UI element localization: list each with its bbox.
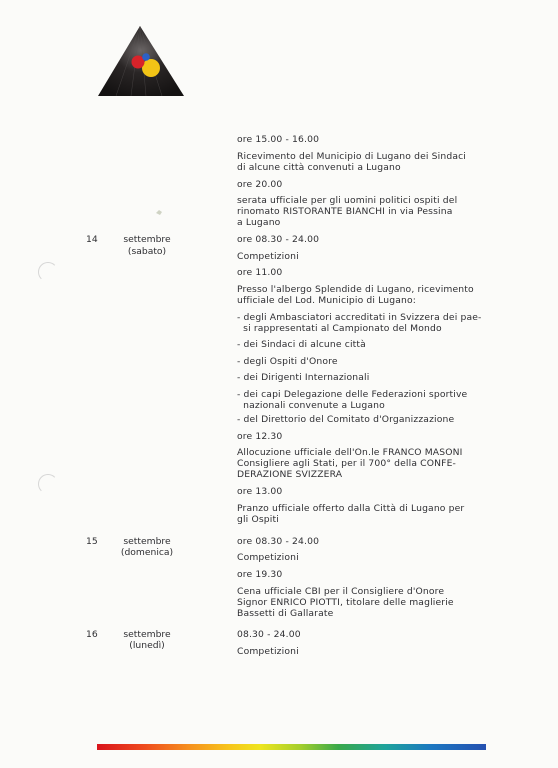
- event-text: ufficiale del Lod. Municipio di Lugano:: [237, 295, 417, 306]
- month-label: settembre: [123, 234, 171, 245]
- day-number: 16: [86, 629, 98, 640]
- event-text: Bassetti di Gallarate: [237, 608, 334, 619]
- list-item: - del Direttorio del Comitato d'Organizzazione: [237, 414, 455, 425]
- time-line: ore 08.30 - 24.00: [237, 234, 320, 245]
- yellow-sphere: [142, 59, 160, 77]
- event-text: Signor ENRICO PIOTTI, titolare delle maglierie: [237, 597, 454, 608]
- event-text: a Lugano: [237, 217, 281, 228]
- time-line: ore 19.30: [237, 569, 283, 580]
- list-item: - degli Ospiti d'Onore: [237, 356, 338, 367]
- list-item: nazionali convenute a Lugano: [237, 400, 385, 411]
- time-line: 08.30 - 24.00: [237, 629, 301, 640]
- binder-hole-mark: [38, 262, 58, 282]
- event-text: DERAZIONE SVIZZERA: [237, 469, 343, 480]
- event-text: gli Ospiti: [237, 514, 279, 525]
- weekday-label: (lunedì): [129, 640, 165, 651]
- event-text: serata ufficiale per gli uomini politici ospiti del: [237, 195, 458, 206]
- event-text: Presso l'albergo Splendide di Lugano, ricevimento: [237, 284, 474, 295]
- event-text: Allocuzione ufficiale dell'On.le FRANCO MASONI: [237, 447, 463, 458]
- time-line: ore 20.00: [237, 179, 283, 190]
- time-line: ore 13.00: [237, 486, 283, 497]
- event-text: Competizioni: [237, 251, 299, 262]
- list-item: - dei Dirigenti Internazionali: [237, 372, 370, 383]
- time-line: ore 11.00: [237, 267, 283, 278]
- list-item: - degli Ambasciatori accreditati in Svizzera dei pae-: [237, 312, 482, 323]
- event-text: Consigliere agli Stati, per il 700° della CONFE-: [237, 458, 457, 469]
- list-item: - dei Sindaci di alcune città: [237, 339, 366, 350]
- paper-speck: [154, 207, 164, 217]
- month-label: settembre: [123, 629, 171, 640]
- event-text: rinomato RISTORANTE BIANCHI in via Pessina: [237, 206, 453, 217]
- time-line: ore 08.30 - 24.00: [237, 536, 320, 547]
- blue-sphere: [142, 53, 150, 61]
- day-number: 15: [86, 536, 98, 547]
- rainbow-footer-stripe: [97, 744, 486, 750]
- weekday-label: (domenica): [120, 547, 174, 558]
- time-line: ore 12.30: [237, 431, 283, 442]
- event-text: Competizioni: [237, 646, 299, 657]
- month-label: settembre: [123, 536, 171, 547]
- time-line: ore 15.00 - 16.00: [237, 134, 320, 145]
- list-item: si rappresentati al Campionato del Mondo: [237, 323, 442, 334]
- list-item: - dei capi Delegazione delle Federazioni sportive: [237, 389, 468, 400]
- event-text: Cena ufficiale CBI per il Consigliere d'Onore: [237, 586, 445, 597]
- event-text: Competizioni: [237, 552, 299, 563]
- triangle-spheres-logo: [96, 24, 186, 98]
- event-text: Ricevimento del Municipio di Lugano dei Sindaci: [237, 151, 467, 162]
- weekday-label: (sabato): [127, 246, 167, 257]
- event-text: Pranzo ufficiale offerto dalla Città di Lugano per: [237, 503, 465, 514]
- event-text: di alcune città convenuti a Lugano: [237, 162, 401, 173]
- day-number: 14: [86, 234, 98, 245]
- binder-hole-mark: [38, 474, 58, 494]
